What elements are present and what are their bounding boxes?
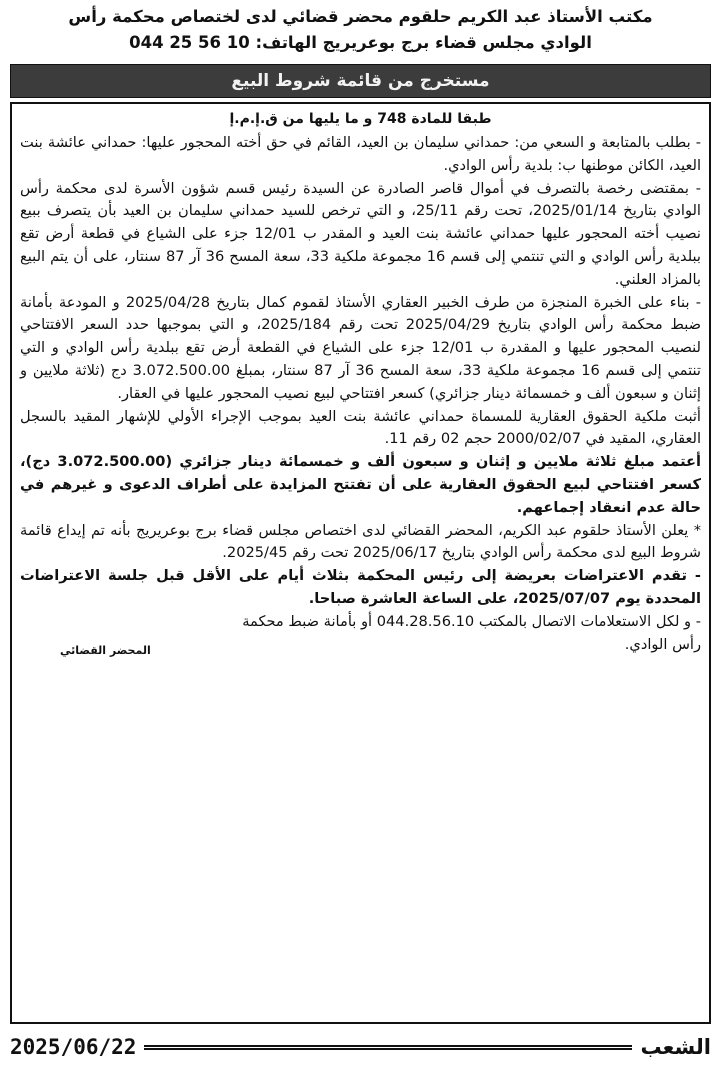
notice-paragraph-4: أثبت ملكية الحقوق العقارية للمسماة حمداني عائشة بنت العيد بموجب الإجراء الأولي للإشهار المقيد بالسجل العقاري، المقيد في 2000/02/07 حجم 02 رقم 11.	[20, 407, 701, 448]
publication-footer	[10, 1033, 711, 1061]
objection-paragraph: - تقدم الاعتراضات بعريضة إلى رئيس المحكمة بثلاث أيام على الأقل قبل جلسة الاعتراضات المحددة يوم 2025/07/07، على الساعة العاشرة صباحا.	[20, 567, 701, 607]
opening-price-paragraph: أعتمد مبلغ ثلاثة ملايين و إثنان و سبعون ألف و خمسمائة دينار جزائري (3.072.500.00 دج)، كسعر افتتاحي لبيع الحقوق العقارية على أن تفتتح المزايدة على أطراف الدعوى و غيرهم في حالة عدم انعقاد إجماعهم.	[20, 453, 701, 516]
deposit-paragraph: * يعلن الأستاذ حلقوم عبد الكريم، المحضر القضائي لدى اختصاص مجلس قضاء برج بوعريريج بأنه تم إيداع قائمة شروط البيع لدى محكمة رأس الوادي بتاريخ 2025/06/17 تحت رقم 2025/45.	[20, 521, 701, 562]
contact-paragraph: - و لكل الاستعلامات الاتصال بالمكتب 044.28.56.10 أو بأمانة ضبط محكمة	[242, 612, 701, 630]
notice-title-banner: مستخرج من قائمة شروط البيع	[10, 64, 711, 98]
bailiff-office-contact: الوادي مجلس قضاء برج بوعريريج الهاتف: 10 56 25 044	[129, 33, 592, 52]
notice-body	[10, 102, 711, 1024]
contact-tail: رأس الوادي.	[624, 635, 701, 653]
legal-reference: طبقا للمادة 748 و ما يليها من ق.إ.م.إ	[229, 111, 492, 127]
bailiff-office-header: مكتب الأستاذ عبد الكريم حلقوم محضر قضائي لدى لختصاص محكمة رأس	[68, 7, 653, 26]
signature: المحضر القضائي	[60, 643, 151, 657]
publication-date: 2025/06/22	[10, 1035, 137, 1059]
notice-paragraph-3: - بناء على الخبرة المنجزة من طرف الخبير العقاري الأستاذ لقموم كمال بتاريخ 2025/04/28 و المودعة بأمانة ضبط محكمة رأس الوادي بتاريخ 2025/04/29 تحت رقم 2025/184، و التي بموجبها حدد السعر الافتتاحي لنصيب المحجور عليها و المقدرة ب 12/01 جزء على الشياع في القطعة أرض تقع ببلدية رأس الوادي و التي تنتمي إلى قسم 16 مجموعة ملكية 33، سعة المسح 36 آر 87 سنتار، بمبلغ 3.072.500.00 دج (ثلاثة ملايين و إثنان و سبعون ألف و خمسمائة دينار جزائري) كسعر افتتاحي لبيع نصيب المحجور عليها في العقار.	[20, 293, 701, 402]
footer-divider	[144, 1045, 632, 1050]
newspaper-name: الشعب	[640, 1035, 711, 1059]
notice-paragraph-2: - بمقتضى رخصة بالتصرف في أموال قاصر الصادرة عن السيدة رئيس قسم شؤون الأسرة لدى محكمة رأس الوادي بتاريخ 2025/01/14، تحت رقم 25/11، و التي ترخص للسيد حمداني سليمان بن العيد بأن يتصرف ببيع نصيب أخته المحجور عليها حمداني عائشة بنت العيد و المقدر ب 12/01 جزء على الشياع في قطعة أرض تقع ببلدية رأس الوادي و التي تنتمي إلى قسم 16 مجموعة ملكية 33، سعة المسح 36 آر 87 سنتار، على أن يتم البيع بالمزاد العلني.	[20, 179, 701, 288]
notice-paragraph-1: - بطلب بالمتابعة و السعي من: حمداني سليمان بن العيد، القائم في حق أخته المحجور عليها: حمداني عائشة بنت العيد، الكائن موطنها ب: بلدية رأس الوادي.	[20, 134, 701, 174]
closing-row	[20, 634, 701, 663]
